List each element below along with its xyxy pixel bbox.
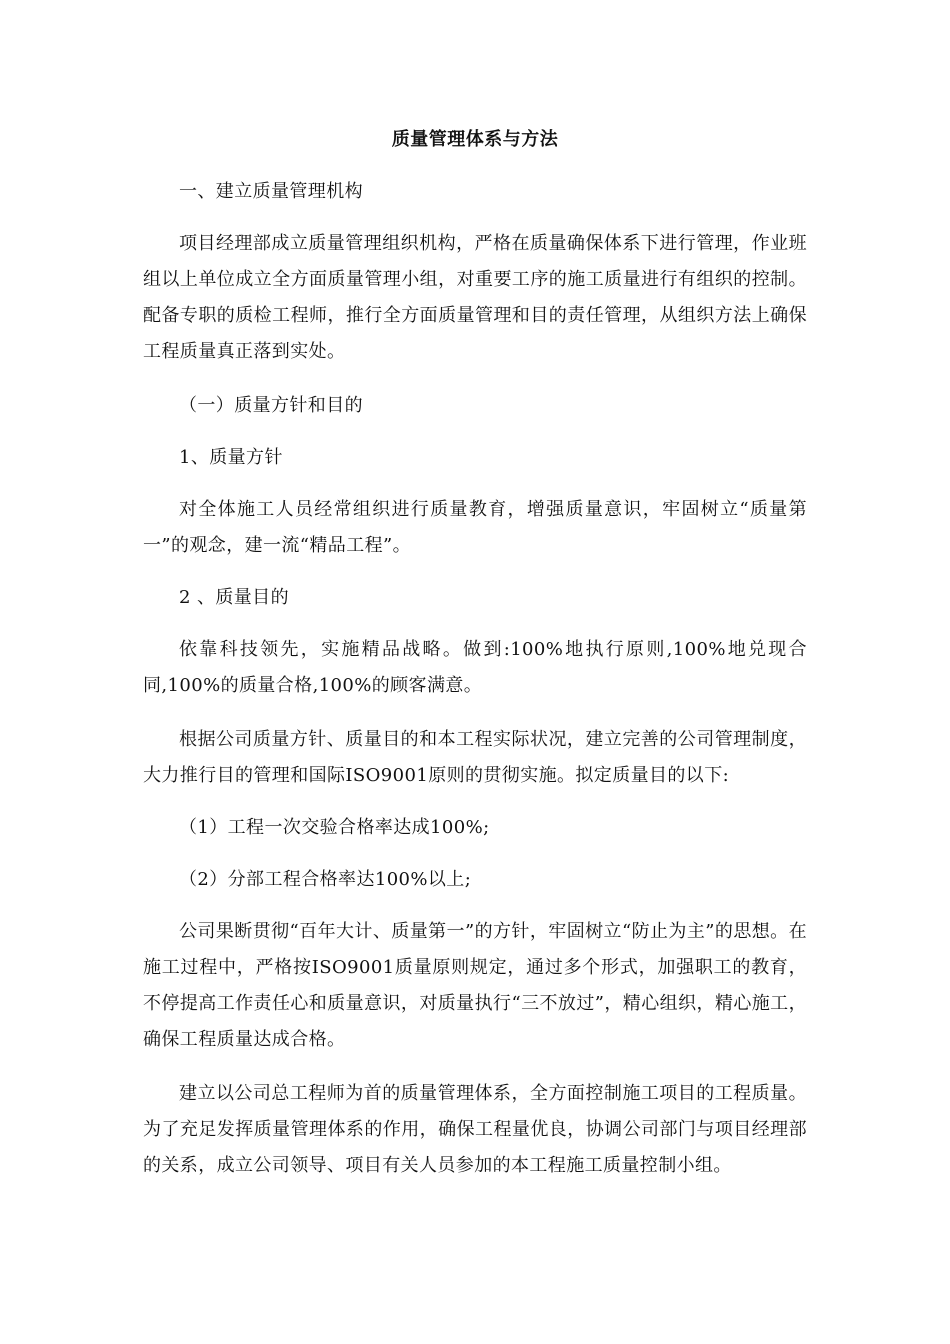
paragraph-5: 公司果断贯彻“百年大计、质量第一”的方针，牢固树立“防止为主”的思想。在施工过程中，严格按ISO9001质量原则规定，通过多个形式，加强职工的教育，不停提高工作责任心和质量意识，对质量执行“三不放过”，精心组织，精心施工，确保工程质量达成合格。	[143, 921, 807, 1050]
section-heading-2: （一）质量方针和目的	[179, 395, 363, 416]
section-heading-1: 一、建立质量管理机构	[179, 181, 363, 202]
document-title: 质量管理体系与方法	[391, 129, 559, 150]
list-item-1: （1）工程一次交验合格率达成100%;	[179, 817, 490, 838]
list-item-2: （2）分部工程合格率达100%以上;	[179, 869, 472, 890]
section-heading-3: 1、质量方针	[179, 447, 283, 468]
paragraph-1: 项目经理部成立质量管理组织机构，严格在质量确保体系下进行管理，作业班组以上单位成立全方面质量管理小组，对重要工序的施工质量进行有组织的控制。配备专职的质检工程师，推行全方面质量管理和目的责任管理，从组织方法上确保工程质量真正落到实处。	[143, 233, 807, 362]
paragraph-3: 依靠科技领先，实施精品战略。做到:100%地执行原则,100%地兑现合同,100%的质量合格,100%的顾客满意。	[143, 639, 807, 696]
section-heading-4: 2 、质量目的	[179, 587, 289, 608]
paragraph-6: 建立以公司总工程师为首的质量管理体系，全方面控制施工项目的工程质量。为了充足发挥质量管理体系的作用，确保工程量优良，协调公司部门与项目经理部的关系，成立公司领导、项目有关人员参加的本工程施工质量控制小组。	[143, 1083, 807, 1176]
paragraph-4: 根据公司质量方针、质量目的和本工程实际状况，建立完善的公司管理制度，大力推行目的管理和国际ISO9001原则的贯彻实施。拟定质量目的以下:	[143, 729, 807, 786]
paragraph-2: 对全体施工人员经常组织进行质量教育，增强质量意识，牢固树立“质量第一”的观念，建一流“精品工程”。	[143, 499, 807, 556]
